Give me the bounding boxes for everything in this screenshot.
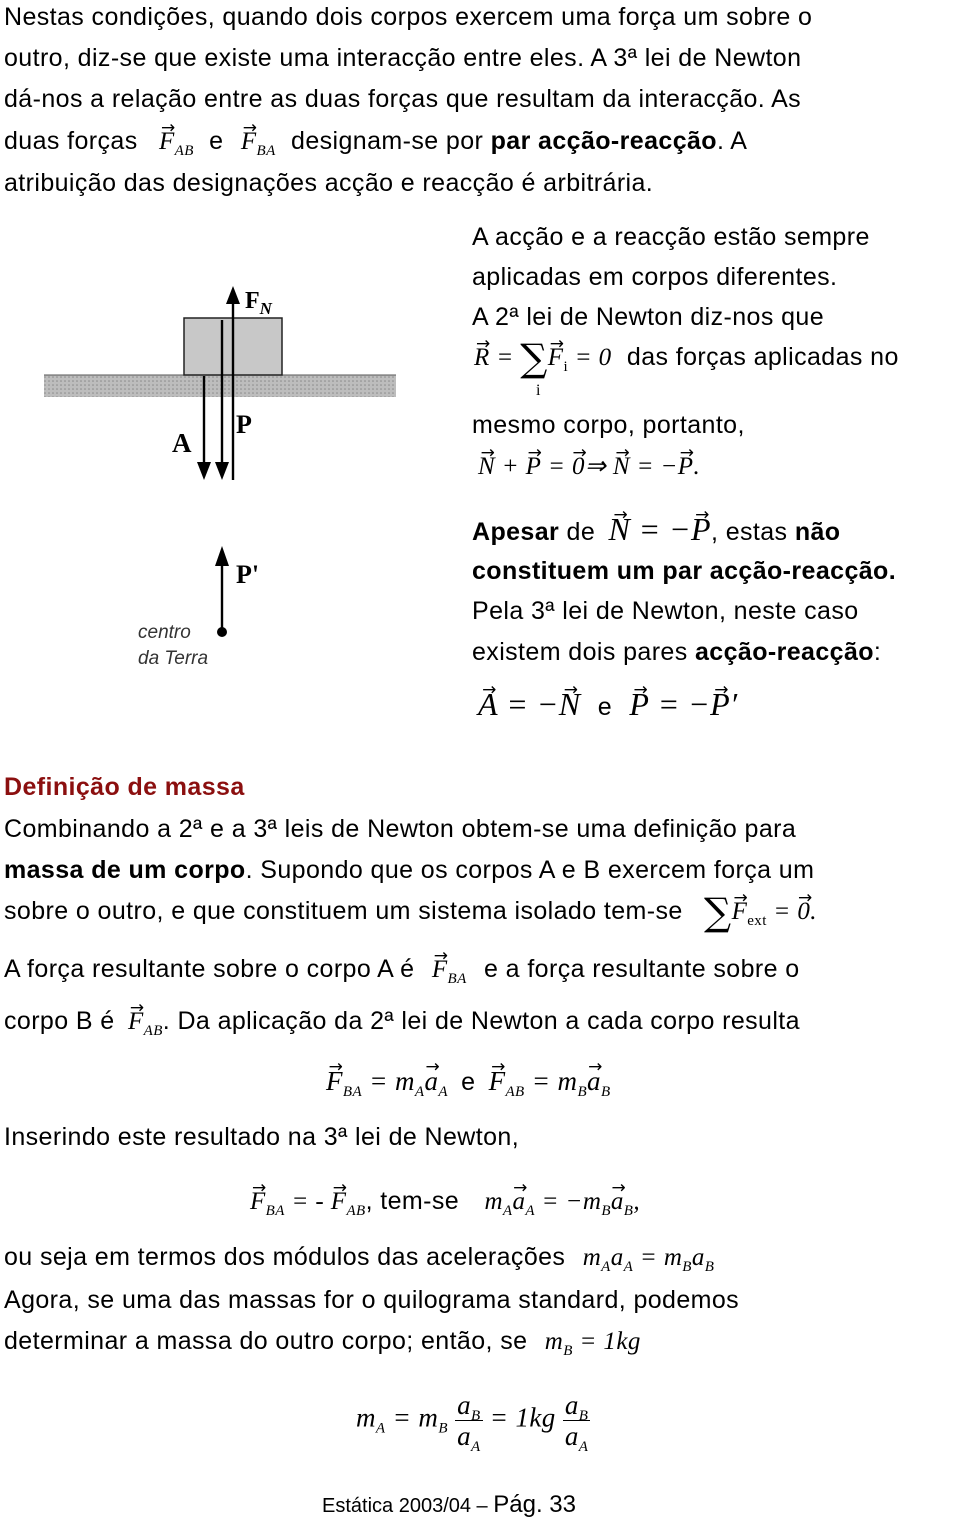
right-line-9: Pela 3ª lei de Newton, neste caso bbox=[472, 597, 859, 625]
equation-2 bbox=[250, 1186, 640, 1217]
mass-line-7 bbox=[4, 1242, 714, 1273]
modulos-text: ou seja em termos dos módulos das acelerações bbox=[4, 1243, 566, 1271]
equation-1: → $F_{BA} = m_A\to a_A$ $e \to F_{AB} = m_B\to a_B$ bbox=[326, 1066, 611, 1097]
intro-designam: designam-se por bbox=[291, 127, 484, 155]
math-f-ba-2: → $F_{BA}$ bbox=[432, 956, 467, 983]
right-line-7 bbox=[472, 511, 841, 547]
mass-line-8: Agora, se uma das massas for o quilograma standard, podemos bbox=[4, 1286, 740, 1314]
right-line-8: constituem um par acção-reacção. bbox=[472, 557, 897, 585]
label-p-prime: P' bbox=[236, 560, 260, 589]
resultante-a: A força resultante sobre o corpo A é bbox=[4, 955, 415, 983]
mass-line-3 bbox=[4, 890, 817, 934]
intro-line-1: Nestas condições, quando dois corpos exercem uma força um sobre o bbox=[4, 3, 813, 31]
intro-e: e bbox=[209, 127, 224, 155]
intro-line-2: outro, diz-se que existe uma interacção entre eles. A 3ª lei de Newton bbox=[4, 44, 802, 72]
math-f-ab: → $F_{AB}$ bbox=[159, 128, 194, 155]
reaction-arrowhead-a bbox=[197, 462, 211, 480]
right-line-1: A acção e a reacção estão sempre bbox=[472, 223, 870, 251]
mass-line-2 bbox=[4, 855, 814, 885]
label-p: P bbox=[236, 410, 252, 439]
pairs-e: e bbox=[597, 693, 613, 721]
caption-centro: centro bbox=[138, 622, 191, 643]
mass-line-9 bbox=[4, 1326, 641, 1357]
right-line-5: mesmo corpo, portanto, bbox=[472, 411, 745, 439]
right-line-11 bbox=[478, 686, 738, 725]
estas: , estas bbox=[711, 518, 788, 546]
math-mb-eq-1kg: $m_B = 1kg$ bbox=[544, 1328, 641, 1359]
page-number: Pág. 33 bbox=[493, 1491, 576, 1518]
intro-line-4 bbox=[4, 126, 747, 157]
mass-line-2-rest: . Supondo que os corpos A e B exercem força um bbox=[245, 856, 815, 884]
mass-line-6: Inserindo este resultado na 3ª lei de Newton, bbox=[4, 1123, 520, 1151]
mass-line-3-text: sobre o outro, e que constituem um sistema isolado tem-se bbox=[4, 897, 683, 925]
right-line-4 bbox=[474, 336, 899, 380]
math-n-eq-minus-p: → N = −→ P bbox=[609, 511, 712, 547]
earth-force-arrowhead bbox=[215, 546, 229, 566]
massa-de-um-corpo: massa de um corpo bbox=[4, 856, 246, 884]
math-f-ba: → $F_{BA}$ bbox=[241, 128, 276, 155]
nao-bold: não bbox=[794, 518, 841, 546]
corpo-b: corpo B é bbox=[4, 1007, 115, 1035]
force-diagram bbox=[40, 280, 400, 700]
caption-da-terra: da Terra bbox=[138, 648, 209, 669]
right-line-3: A 2ª lei de Newton diz-nos que bbox=[472, 303, 825, 331]
math-sum-fext: ∑→ $F_{ext}$ = → 0. bbox=[704, 898, 817, 925]
section-heading: Definição de massa bbox=[4, 773, 245, 801]
equation-3: $m_A = m_B$ $\frac{a_B}{a_A}$ = 1kg $\frac{a_B}{a_A}$ bbox=[356, 1390, 589, 1455]
ground-surface bbox=[44, 375, 396, 397]
footer bbox=[322, 1490, 576, 1521]
intro-duas-forcas: duas forças bbox=[4, 127, 138, 155]
intro-line-3: dá-nos a relação entre as duas forças que resultam da interacção. As bbox=[4, 85, 802, 113]
normal-force-arrowhead bbox=[226, 286, 240, 304]
resultante-b: e a força resultante sobre o bbox=[484, 955, 800, 983]
math-f-ab-2: → $F_{AB}$ bbox=[128, 1008, 163, 1035]
footer-left: Estática 2003/04 – bbox=[322, 1495, 488, 1517]
colon: : bbox=[873, 638, 882, 666]
intro-line-5: atribuição das designações acção e reacção é arbitrária. bbox=[4, 169, 654, 197]
label-a: A bbox=[172, 428, 192, 458]
accao-reaccao-bold: acção-reacção bbox=[694, 638, 874, 666]
intro-par-accao-reaccao: par acção-reacção bbox=[490, 127, 717, 155]
math-fba-eq-neg-fab: → $F_{BA}$ = - → $F_{AB}$ bbox=[250, 1188, 366, 1215]
intro-line4-tail: . A bbox=[716, 127, 748, 155]
right-line-10 bbox=[472, 637, 881, 667]
math-n-plus-p: → N + → P = → 0⇒ → N = −→ P. bbox=[478, 452, 700, 482]
determinar-text: determinar a massa do outro corpo; então, se bbox=[4, 1327, 528, 1355]
eq1-e: e bbox=[461, 1068, 476, 1096]
label-fn: $F_N$ bbox=[245, 288, 272, 318]
earth-center-dot bbox=[217, 627, 227, 637]
apesar-bold: Apesar bbox=[472, 518, 560, 546]
tem-se: , tem-se bbox=[365, 1187, 460, 1215]
math-sum-index: i bbox=[536, 382, 541, 399]
aplicacao: . Da aplicação da 2ª lei de Newton a cada corpo resulta bbox=[162, 1007, 800, 1035]
existem-pares: existem dois pares bbox=[472, 638, 688, 666]
weight-arrowhead bbox=[215, 462, 229, 480]
right-line-2: aplicadas em corpos diferentes. bbox=[472, 263, 838, 291]
apesar-de: de bbox=[566, 518, 596, 546]
math-a-eq-minus-n: → A = −→ N bbox=[478, 686, 581, 722]
mass-line-4 bbox=[4, 954, 800, 985]
math-p-eq-minus-pprime: → P = −→ P′ bbox=[629, 686, 737, 722]
mass-line-1: Combinando a 2ª e a 3ª leis de Newton obtem-se uma definição para bbox=[4, 815, 797, 843]
math-ma-aa: $m_A\to a_A = -m_B\to a_B$, bbox=[484, 1188, 640, 1215]
math-r-sum: → R = ∑→ $F_i = 0$ bbox=[474, 344, 612, 371]
mass-line-5 bbox=[4, 1006, 800, 1037]
right-line-4-tail: das forças aplicadas no bbox=[626, 343, 899, 371]
math-modulos: $m_Aa_A = m_Ba_B$ bbox=[582, 1244, 715, 1275]
